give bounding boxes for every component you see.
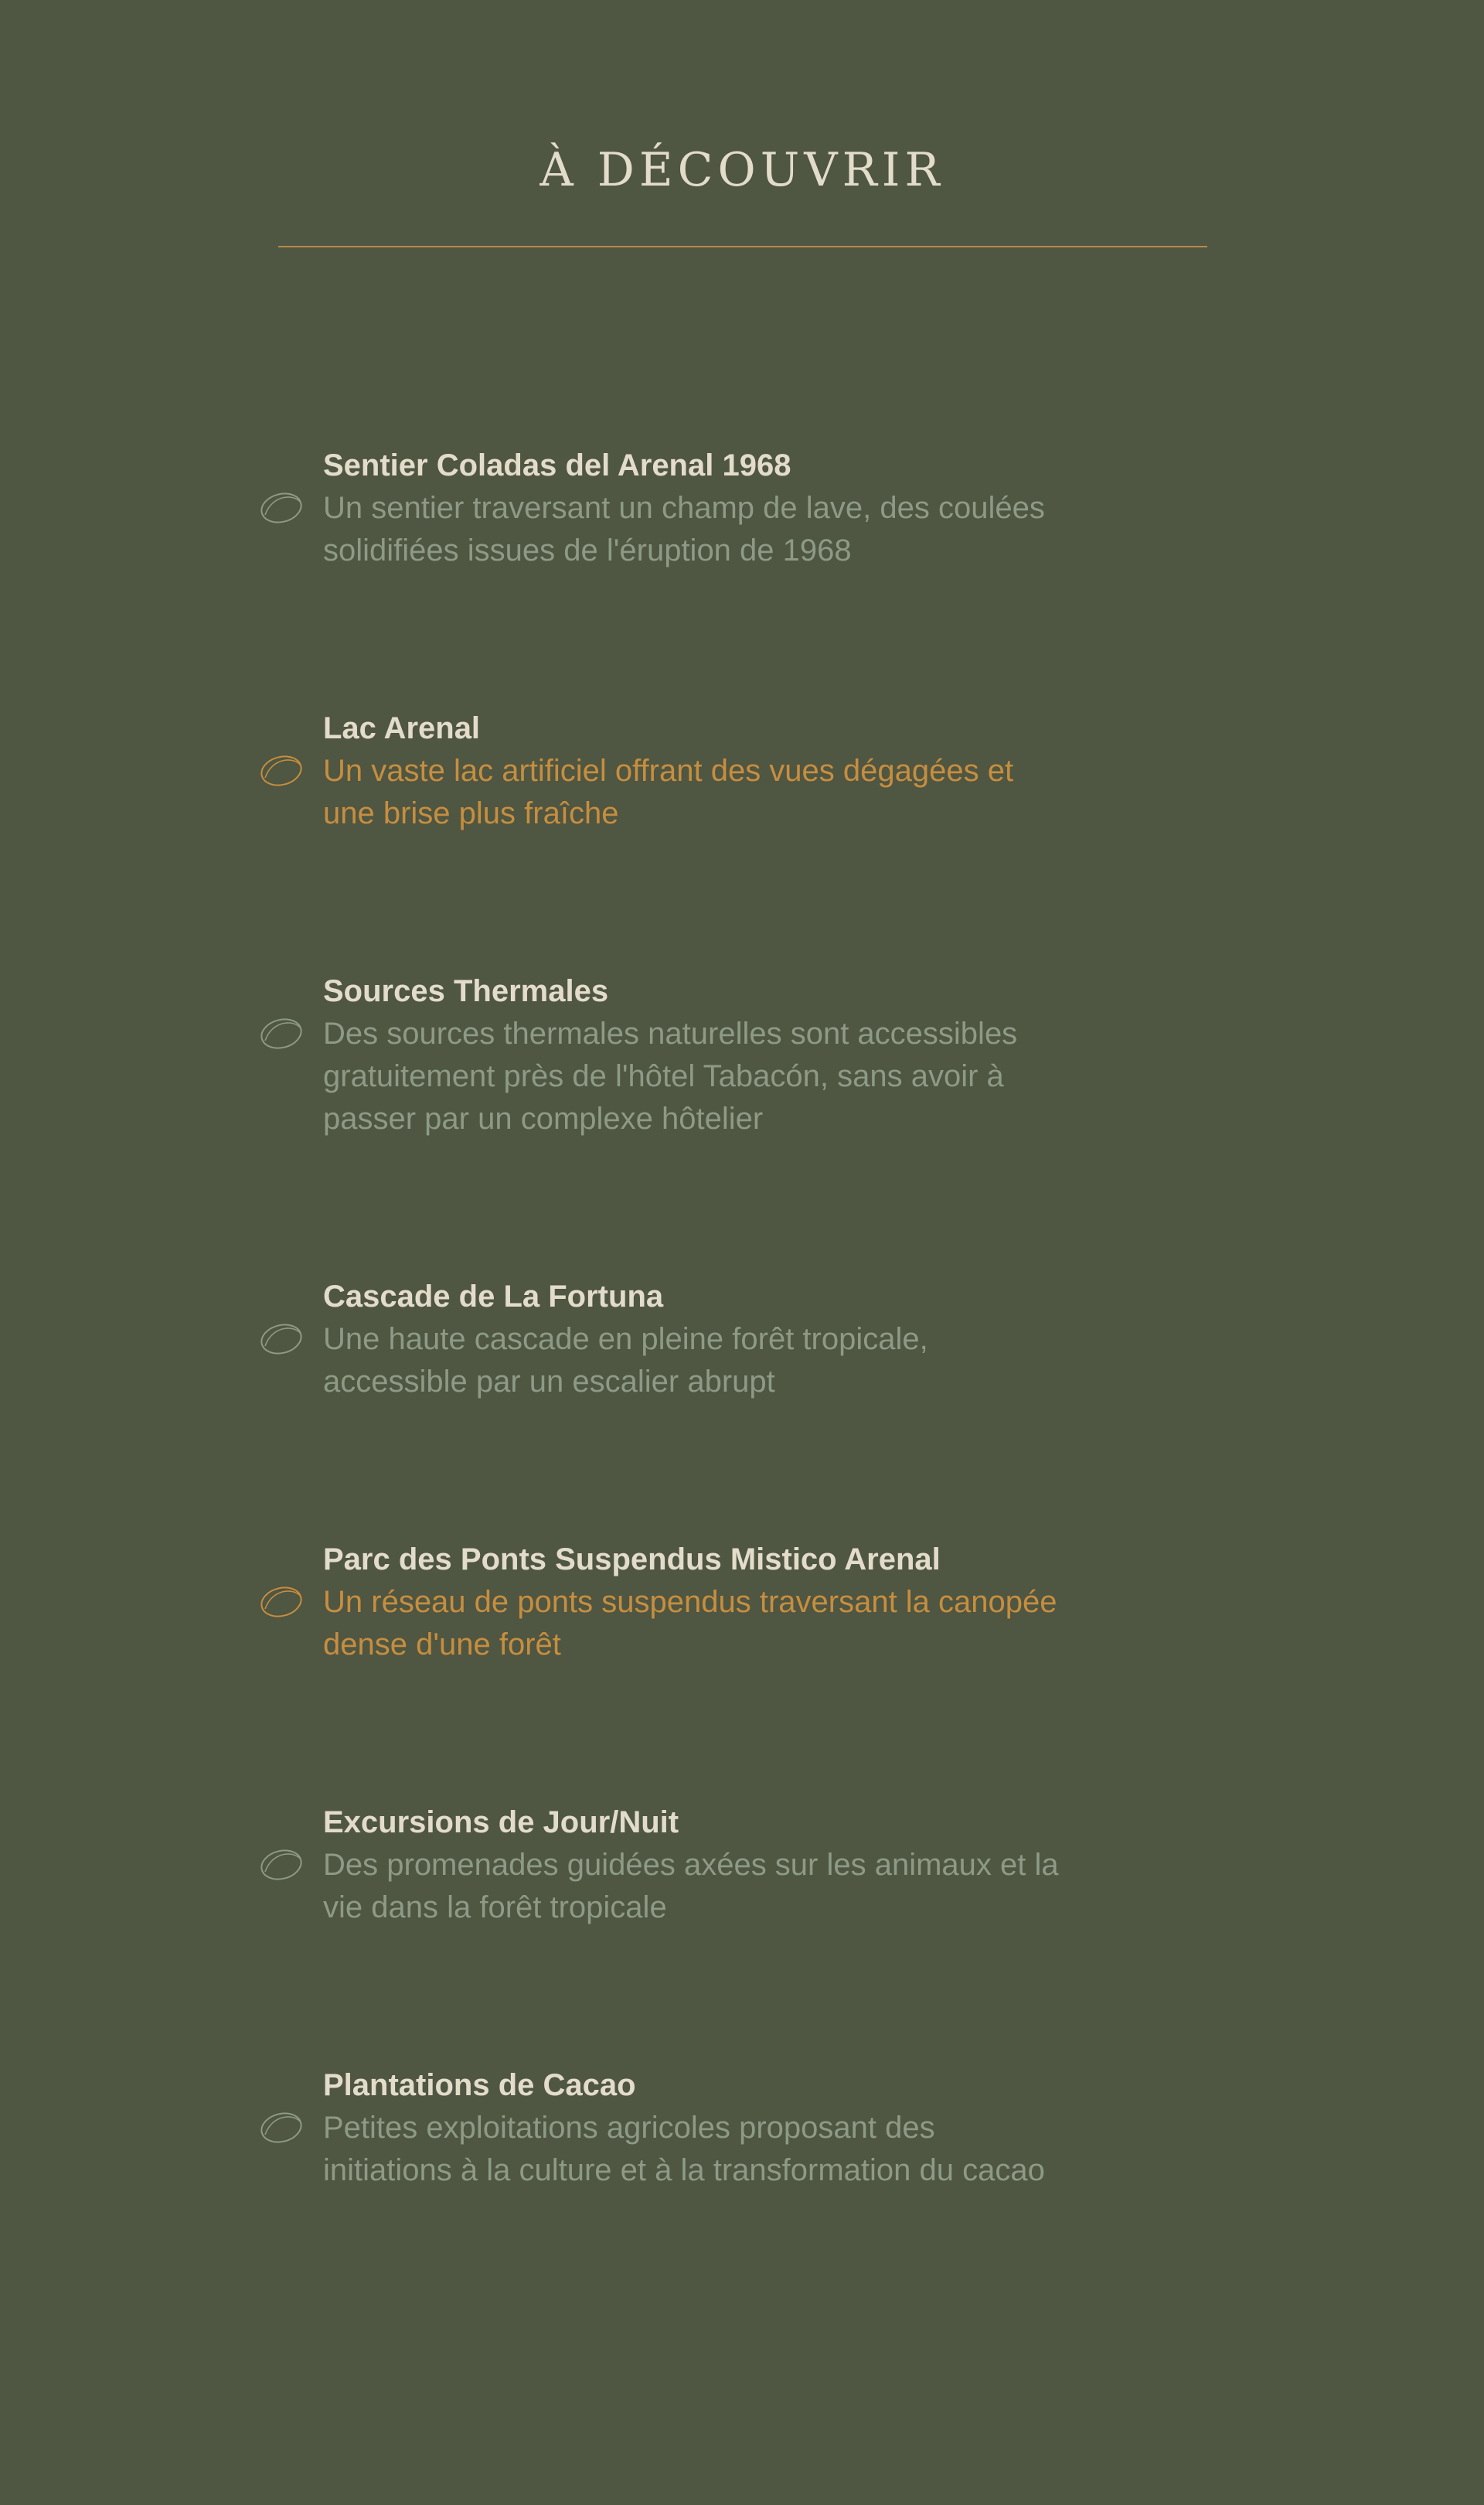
- item-description-line: passer par un complexe hôtelier: [323, 1102, 764, 1136]
- item-title: Lac Arenal: [323, 711, 481, 745]
- item-title: Excursions de Jour/Nuit: [323, 1805, 679, 1839]
- item-description-line: solidifiées issues de l'éruption de 1968: [323, 533, 852, 567]
- item-title: Cascade de La Fortuna: [323, 1280, 664, 1314]
- sketched-oval-icon: [258, 1846, 305, 1884]
- item-description-line: Petites exploitations agricoles proposant des: [323, 2111, 935, 2145]
- list-item[interactable]: [258, 1275, 1263, 1403]
- list-item[interactable]: [258, 1801, 1263, 1929]
- item-description-line: Un sentier traversant un champ de lave, des coulées: [323, 491, 1045, 525]
- item-description-line: Un vaste lac artificiel offrant des vues dégagées et: [323, 754, 1014, 788]
- page-title: À DÉCOUVRIR: [539, 143, 945, 197]
- item-description-line: Une haute cascade en pleine forêt tropicale,: [323, 1322, 928, 1356]
- title-divider: [278, 246, 1207, 247]
- sketched-oval-icon: [258, 1320, 305, 1358]
- item-title: Sentier Coladas del Arenal 1968: [323, 448, 791, 482]
- list-item[interactable]: [258, 707, 1263, 835]
- item-description-line: Des sources thermales naturelles sont accessibles: [323, 1017, 1018, 1051]
- item-title: Plantations de Cacao: [323, 2068, 636, 2102]
- list-item[interactable]: [258, 970, 1263, 1140]
- item-description-line: initiations à la culture et à la transformation du cacao: [323, 2153, 1045, 2187]
- item-title: Parc des Ponts Suspendus Mistico Arenal: [323, 1542, 941, 1576]
- list-item[interactable]: [258, 2064, 1263, 2192]
- item-description-line: gratuitement près de l'hôtel Tabacón, sans avoir à: [323, 1059, 1004, 1093]
- sketched-oval-icon: [258, 1014, 305, 1053]
- item-description-line: Des promenades guidées axées sur les animaux et la: [323, 1848, 1059, 1882]
- sketched-oval-icon: [258, 2108, 305, 2147]
- list-item[interactable]: [258, 1538, 1263, 1666]
- sketched-oval-icon: [258, 489, 305, 527]
- list-item[interactable]: [258, 444, 1263, 572]
- item-description-line: vie dans la forêt tropicale: [323, 1890, 667, 1924]
- item-description-line: dense d'une forêt: [323, 1627, 561, 1661]
- item-title: Sources Thermales: [323, 974, 609, 1008]
- item-description-line: Un réseau de ponts suspendus traversant la canopée: [323, 1585, 1057, 1619]
- discover-list: [258, 444, 1263, 2326]
- item-description-line: accessible par un escalier abrupt: [323, 1365, 775, 1399]
- sketched-oval-icon: [258, 752, 305, 790]
- item-description-line: une brise plus fraîche: [323, 796, 619, 830]
- sketched-oval-icon: [258, 1583, 305, 1621]
